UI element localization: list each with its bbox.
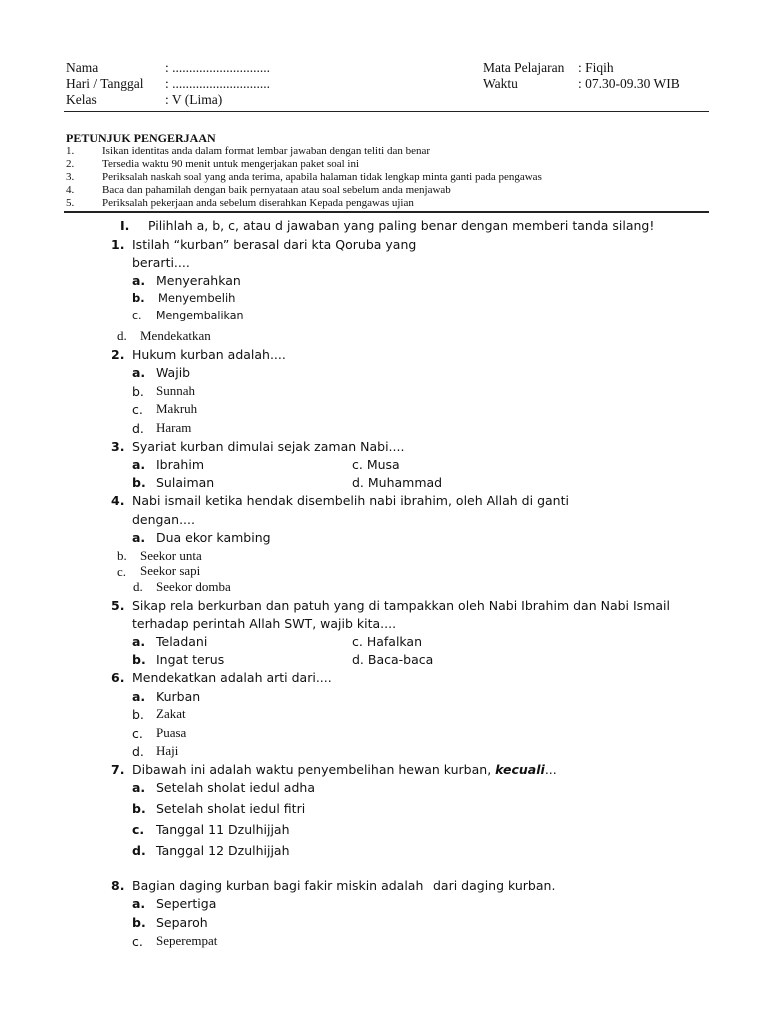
question-emphasis: kecuali: [495, 762, 545, 777]
instruction-text: Periksalah naskah soal yang anda terima, apabila halaman tidak lengkap minta ganti pada pengawas: [102, 171, 542, 183]
option-text: Sulaiman: [156, 475, 215, 490]
option-letter: c.: [132, 822, 145, 837]
option-letter: c.: [117, 564, 127, 579]
question-text: Sikap rela berkurban dan patuh yang di tampakkan oleh Nabi Ibrahim dan Nabi Ismail: [132, 598, 670, 613]
question-number: 5.: [111, 598, 125, 613]
question-text: Istilah “kurban” berasal dari kta Qoruba yang: [132, 237, 417, 252]
option-text: Tanggal 11 Dzulhijjah: [156, 822, 290, 837]
option-text: Wajib: [156, 365, 191, 380]
name-value: : .............................: [165, 60, 271, 75]
question-number: 2.: [111, 347, 125, 362]
option-letter: c.: [132, 402, 143, 417]
option-text: Zakat: [156, 706, 186, 721]
option-letter: b.: [132, 384, 144, 399]
option-text: Mengembalikan: [156, 309, 244, 322]
subject-label: Mata Pelajaran: [483, 60, 565, 75]
option-letter: b.: [132, 475, 146, 490]
question-text-main: Dibawah ini adalah waktu penyembelihan hewan kurban,: [132, 762, 496, 777]
option-letter: a.: [132, 530, 146, 545]
date-label: Hari / Tanggal: [66, 76, 144, 91]
option-letter: c.: [132, 309, 142, 322]
option-text: Seekor unta: [140, 548, 202, 563]
instruction-text: Isikan identitas anda dalam format lembar jawaban dengan teliti dan benar: [102, 145, 431, 157]
name-label: Nama: [66, 60, 99, 75]
instruction-text: Tersedia waktu 90 menit untuk mengerjakan paket soal ini: [102, 158, 360, 170]
instruction-text: Baca dan pahamilah dengan baik pernyataan atau soal sebelum anda menjawab: [102, 184, 451, 196]
option-letter: b.: [132, 801, 146, 816]
question-text: Nabi ismail ketika hendak disembelih nabi ibrahim, oleh Allah di ganti: [132, 493, 569, 508]
option-text: Menyerahkan: [156, 273, 241, 288]
option-text: c. Hafalkan: [352, 634, 423, 649]
question-ellipsis: ...: [544, 762, 557, 777]
question-number: 7.: [111, 762, 125, 777]
question-text: Hukum kurban adalah....: [132, 347, 286, 362]
option-letter: d.: [133, 579, 143, 594]
time-value: : 07.30-09.30 WIB: [578, 76, 680, 91]
option-letter: a.: [132, 896, 146, 911]
option-text: Menyembelih: [158, 291, 236, 305]
option-text: Puasa: [156, 725, 187, 740]
instruction-num: 5.: [66, 197, 75, 209]
option-letter: c.: [132, 726, 143, 741]
question-number: 3.: [111, 439, 125, 454]
option-letter: a.: [132, 365, 146, 380]
question-text: dari daging kurban.: [433, 878, 556, 893]
question-text: berarti....: [132, 255, 190, 270]
question-text: dengan....: [132, 512, 195, 527]
instruction-num: 4.: [66, 184, 75, 196]
option-text: Seekor sapi: [140, 563, 201, 578]
option-text: Ibrahim: [156, 457, 204, 472]
section-number: I.: [120, 218, 130, 233]
option-text: Mendekatkan: [140, 328, 211, 343]
question-text: Mendekatkan adalah arti dari....: [132, 670, 332, 685]
date-value: : .............................: [165, 76, 271, 91]
option-text: d. Muhammad: [352, 475, 443, 490]
option-text: Haji: [156, 743, 179, 758]
question-text: Syariat kurban dimulai sejak zaman Nabi....: [132, 439, 405, 454]
option-text: Haram: [156, 420, 192, 435]
option-text: Setelah sholat iedul adha: [156, 780, 315, 795]
question-number: 6.: [111, 670, 125, 685]
class-label: Kelas: [66, 92, 97, 107]
option-letter: d.: [132, 744, 144, 759]
time-label: Waktu: [483, 76, 518, 91]
option-letter: b.: [117, 548, 127, 563]
option-text: Tanggal 12 Dzulhijjah: [156, 843, 290, 858]
option-text: Seekor domba: [156, 579, 231, 594]
option-text: Teladani: [156, 634, 208, 649]
instruction-text: Periksalah pekerjaan anda sebelum diserahkan Kepada pengawas ujian: [102, 197, 414, 209]
option-letter: b.: [132, 291, 145, 305]
option-text: Separoh: [156, 915, 208, 930]
option-letter: a.: [132, 780, 146, 795]
option-letter: b.: [132, 707, 144, 722]
option-text: Setelah sholat iedul fitri: [156, 801, 306, 816]
option-letter: d.: [132, 421, 144, 436]
option-letter: a.: [132, 273, 146, 288]
instruction-num: 3.: [66, 171, 75, 183]
option-text: Sepertiga: [156, 896, 217, 911]
header-divider: [64, 111, 709, 112]
option-letter: d.: [117, 328, 127, 343]
option-letter: a.: [132, 634, 146, 649]
option-letter: a.: [132, 457, 146, 472]
option-letter: b.: [132, 652, 146, 667]
instruction-num: 1.: [66, 145, 75, 157]
option-text: d. Baca-baca: [352, 652, 434, 667]
question-text: terhadap perintah Allah SWT, wajib kita....: [132, 616, 397, 631]
instructions-title: PETUNJUK PENGERJAAN: [66, 131, 216, 145]
question-number: 4.: [111, 493, 125, 508]
option-letter: c.: [132, 934, 143, 949]
option-text: c. Musa: [352, 457, 400, 472]
option-letter: b.: [132, 915, 146, 930]
option-text: Ingat terus: [156, 652, 225, 667]
subject-value: : Fiqih: [578, 60, 614, 75]
option-text: Kurban: [156, 689, 201, 704]
question-number: 8.: [111, 878, 125, 893]
option-letter: d.: [132, 843, 146, 858]
option-text: Makruh: [156, 401, 198, 416]
class-value: : V (Lima): [165, 92, 223, 107]
option-letter: a.: [132, 689, 146, 704]
instructions-divider: [64, 211, 709, 213]
question-number: 1.: [111, 237, 125, 252]
option-text: Sunnah: [156, 383, 195, 398]
option-text: Dua ekor kambing: [156, 530, 271, 545]
question-text: Bagian daging kurban bagi fakir miskin adalah: [132, 878, 424, 893]
instruction-num: 2.: [66, 158, 75, 170]
question-text: [132, 762, 557, 777]
section-title: Pilihlah a, b, c, atau d jawaban yang paling benar dengan memberi tanda silang!: [148, 218, 655, 233]
option-text: Seperempat: [156, 933, 218, 948]
